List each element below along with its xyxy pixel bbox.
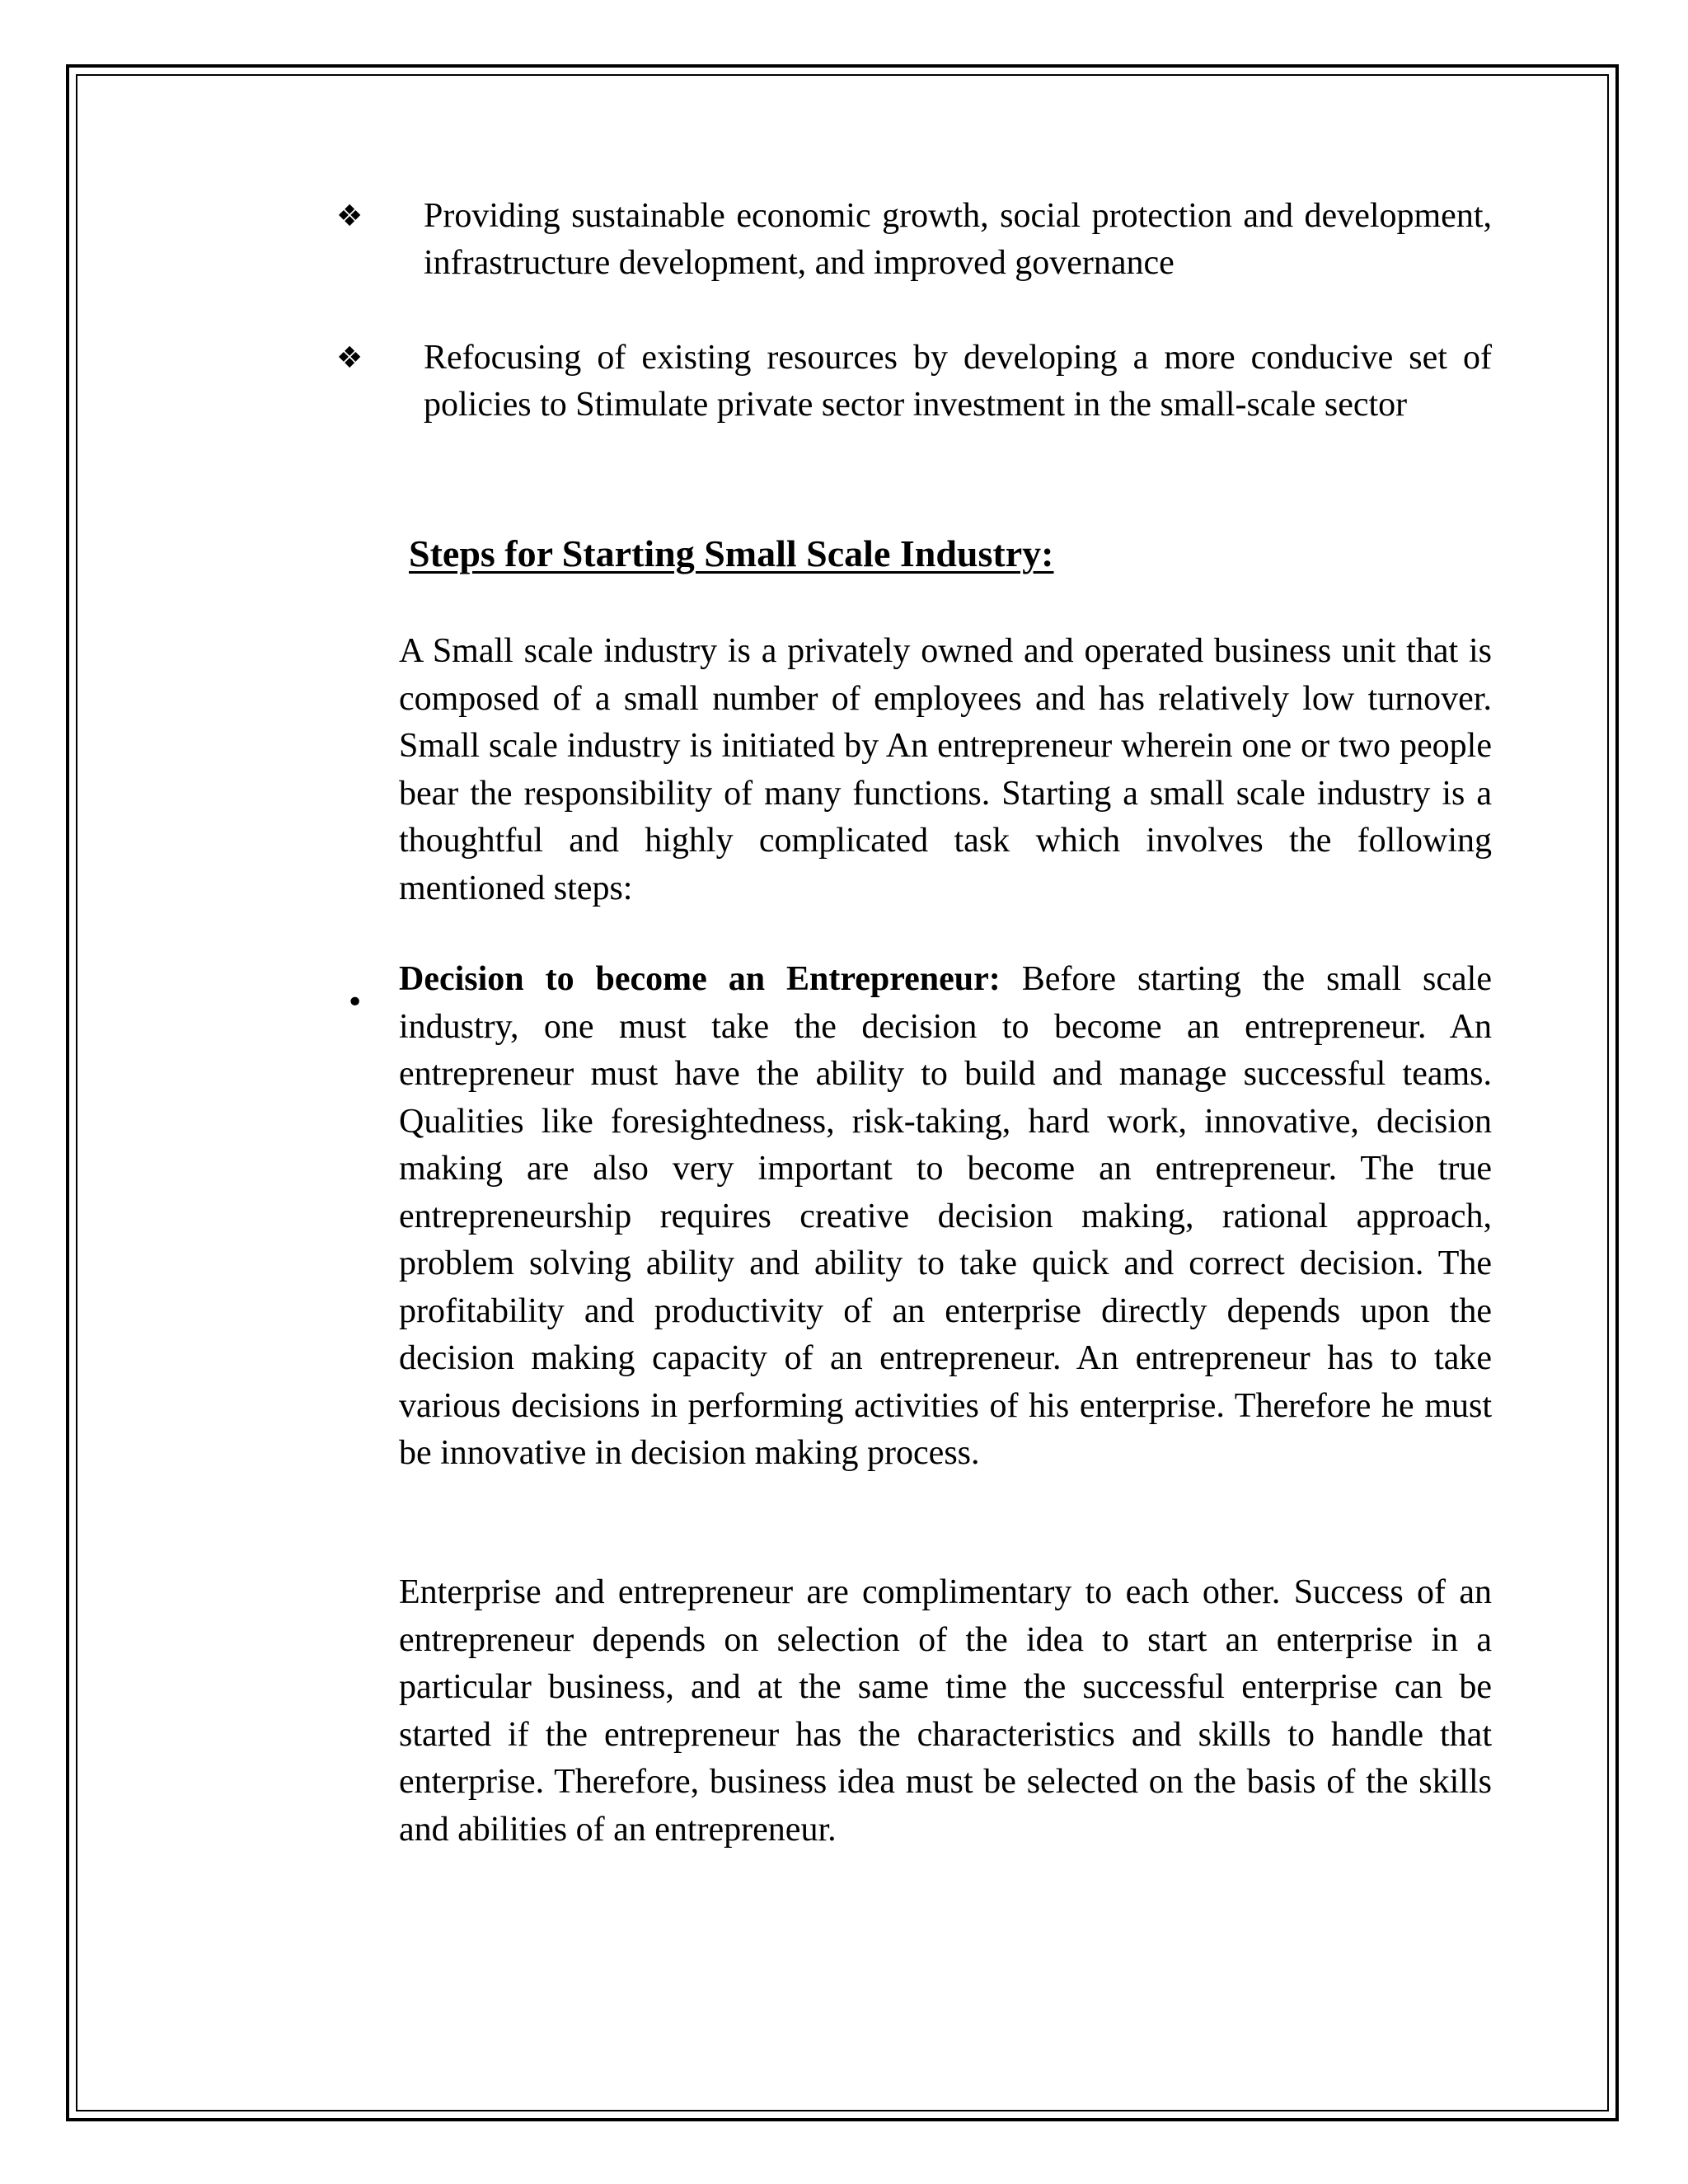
diamond-bullet-item-1 <box>336 193 1492 287</box>
step-lead: Decision to become an Entrepreneur: <box>399 960 1001 998</box>
section-heading: Steps for Starting Small Scale Industry: <box>409 532 1054 574</box>
intro-paragraph: A Small scale industry is a privately owned and operated business unit that is composed of a small number of employees and has relatively low turnover. Small scale industry is initiated by An entrepreneur wherein one or two people bear the responsibility of many functions. Starting a small scale industry is a thoughtful and highly complicated task which involves the following mentioned steps: <box>399 632 1492 907</box>
diamond-bullet-icon: ❖ <box>336 199 363 233</box>
bullet-text-2: Refocusing of existing resources by developing a more conducive set of policies to Stimulate private sector investment in the small-scale sector <box>424 339 1492 424</box>
dot-bullet-icon: • <box>346 986 364 1019</box>
step-paragraph <box>399 956 1492 1478</box>
diamond-bullet-icon: ❖ <box>336 341 363 375</box>
bullet-text-1: Providing sustainable economic growth, social protection and development, infrastructure development, and improved governance <box>424 197 1492 282</box>
diamond-bullet-item-2 <box>336 335 1492 429</box>
closing-paragraph: Enterprise and entrepreneur are complimentary to each other. Success of an entrepreneur depends on selection of the idea to start an enterprise in a particular business, and at the same time the successful enterprise can be started if the entrepreneur has the characteristics and skills to handle that enterprise. Therefore, business idea must be selected on the basis of the skills and abilities of an entrepreneur. <box>399 1573 1492 1849</box>
step-text: Before starting the small scale industry, one must take the decision to become an entrepreneur. An entrepreneur must have the ability to build and manage successful teams. Qualities like foresightedness, risk-taking, hard work, innovative, decision making are also very important to become an entrepreneur. The true entrepreneurship requires creative decision making, rational approach, problem solving ability and ability to take quick and correct decision. The profitability and productivity of an enterprise directly depends upon the decision making capacity of an entrepreneur. An entrepreneur has to take various decisions in performing activities of his enterprise. Therefore he must be innovative in decision making process. <box>399 960 1492 1472</box>
